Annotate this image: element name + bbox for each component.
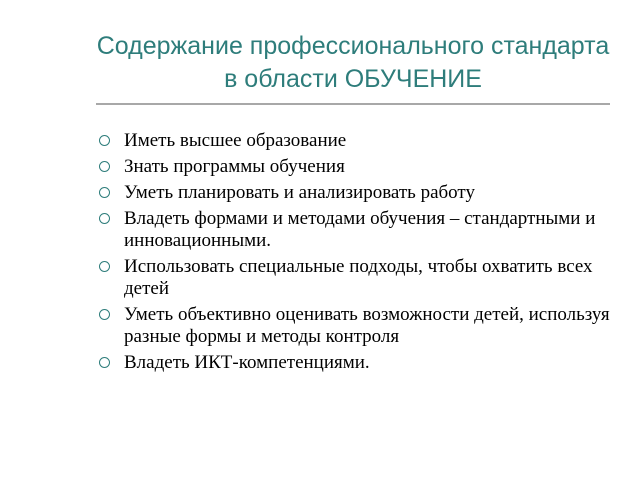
hollow-circle-icon [99,309,110,320]
list-item [99,208,619,252]
hollow-circle-icon [99,213,110,224]
title-divider [96,103,610,105]
list-item-text: Использовать специальные подходы, чтобы охватить всех детей [124,256,593,299]
list-item [99,256,619,300]
hollow-circle-icon [99,187,110,198]
list-item-text: Владеть ИКТ-компетенциями. [124,352,370,373]
list-item [99,182,619,204]
hollow-circle-icon [99,357,110,368]
list-item [99,352,619,374]
list-item [99,304,619,348]
list-item-text: Иметь высшее образование [124,130,347,151]
list-item [99,156,619,178]
list-item [99,130,619,152]
hollow-circle-icon [99,161,110,172]
list-item-text: Уметь объективно оценивать возможности детей, используя разные формы и методы контроля [124,304,610,347]
bullet-list [99,130,619,378]
slide-title: Содержание профессионального стандарта в области ОБУЧЕНИЕ [96,32,610,93]
list-item-text: Уметь планировать и анализировать работу [124,182,475,203]
hollow-circle-icon [99,261,110,272]
list-item-text: Знать программы обучения [124,156,345,177]
hollow-circle-icon [99,135,110,146]
list-item-text: Владеть формами и методами обучения – стандартными и инновационными. [124,208,596,251]
